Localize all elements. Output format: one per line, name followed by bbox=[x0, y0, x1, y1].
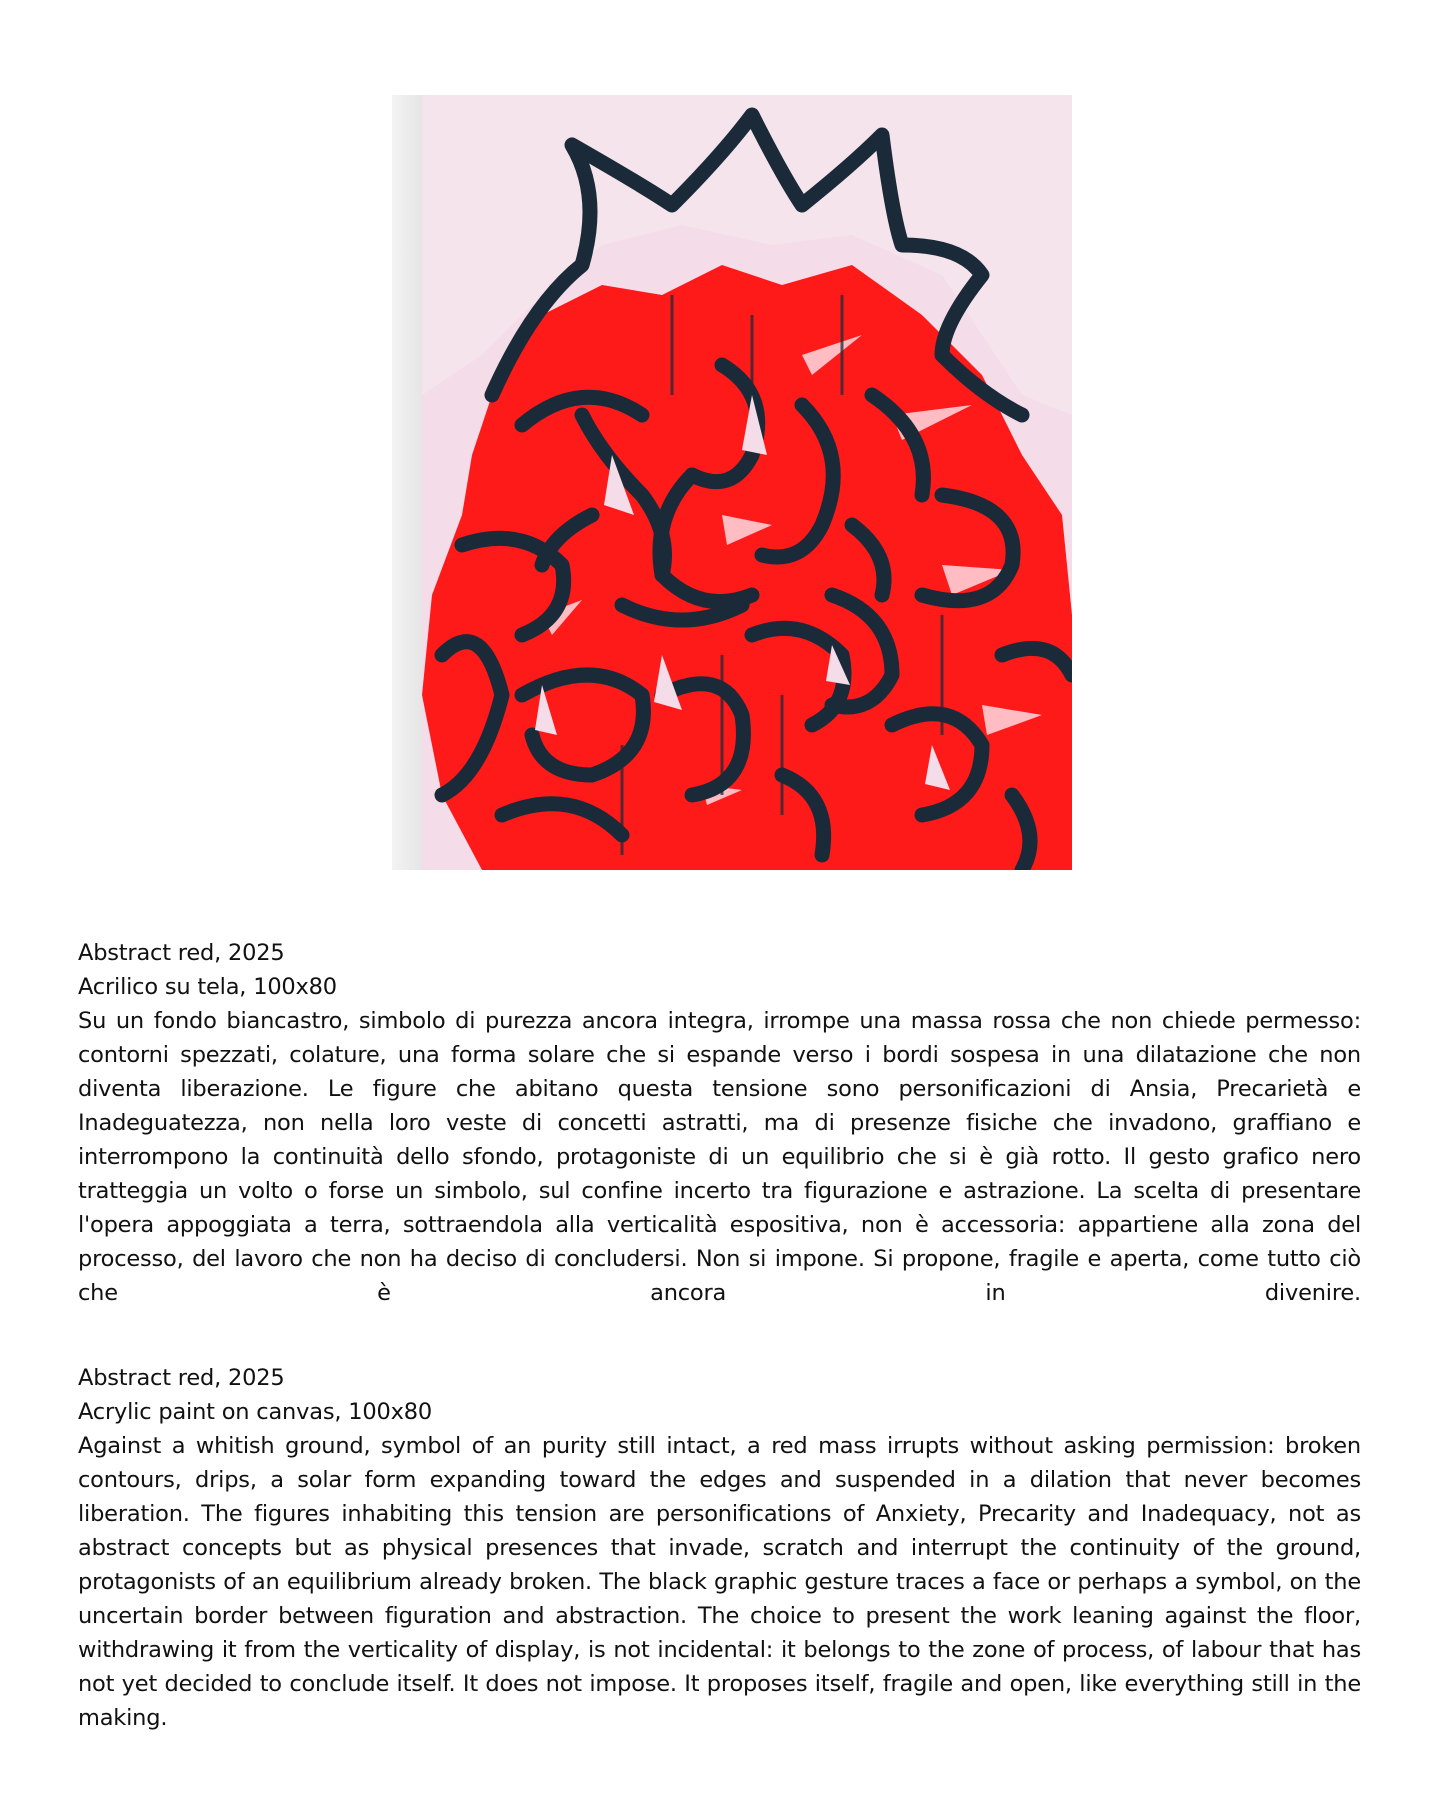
artwork-image bbox=[422, 95, 1072, 870]
artwork-title-it: Abstract red, 2025 bbox=[78, 940, 285, 966]
artwork-title-en: Abstract red, 2025 bbox=[78, 1365, 285, 1391]
caption-english bbox=[78, 1361, 1361, 1735]
artwork-description-en: Against a whitish ground, symbol of an purity still intact, a red mass irrupts without asking permission: broken contours, drips, a solar form expanding toward the edges and suspended in a dilation that never becomes liberation. The figures inhabiting this tension are personifications of Anxiety, Precarity and Inadequacy, not as abstract concepts but as physical presences that invade, scratch and interrupt the continuity of the ground, protagonists of an equilibrium already broken. The black graphic gesture traces a face or perhaps a symbol, on the uncertain border between figuration and abstraction. The choice to present the work leaning against the floor, withdrawing it from the verticality of display, is not incidental: it belongs to the zone of process, of labour that has not yet decided to conclude itself. It does not impose. It proposes itself, fragile and open, like everything still in the making. bbox=[78, 1433, 1361, 1731]
artwork-medium-en: Acrylic paint on canvas, 100x80 bbox=[78, 1399, 432, 1425]
caption-italian bbox=[78, 936, 1361, 1310]
artwork-description-it: Su un fondo biancastro, simbolo di purezza ancora integra, irrompe una massa rossa che non chiede permesso: contorni spezzati, colature, una forma solare che si espande verso i bordi sospesa in una dilatazione che non diventa liberazione. Le figure che abitano questa tensione sono personificazioni di Ansia, Precarietà e Inadeguatezza, non nella loro veste di concetti astratti, ma di presenze fisiche che invadono, graffiano e interrompono la continuità dello sfondo, protagoniste di un equilibrio che si è già rotto. Il gesto grafico nero tratteggia un volto o forse un simbolo, sul confine incerto tra figurazione e astrazione. La scelta di presentare l'opera appoggiata a terra, sottraendola alla verticalità espositiva, non è accessoria: appartiene alla zona del processo, del lavoro che non ha deciso di concludersi. Non si impone. Si propone, fragile e aperta, come tutto ciò che è ancora in divenire. bbox=[78, 1008, 1361, 1306]
artwork-medium-it: Acrilico su tela, 100x80 bbox=[78, 974, 337, 1000]
artwork-container bbox=[392, 95, 1072, 870]
